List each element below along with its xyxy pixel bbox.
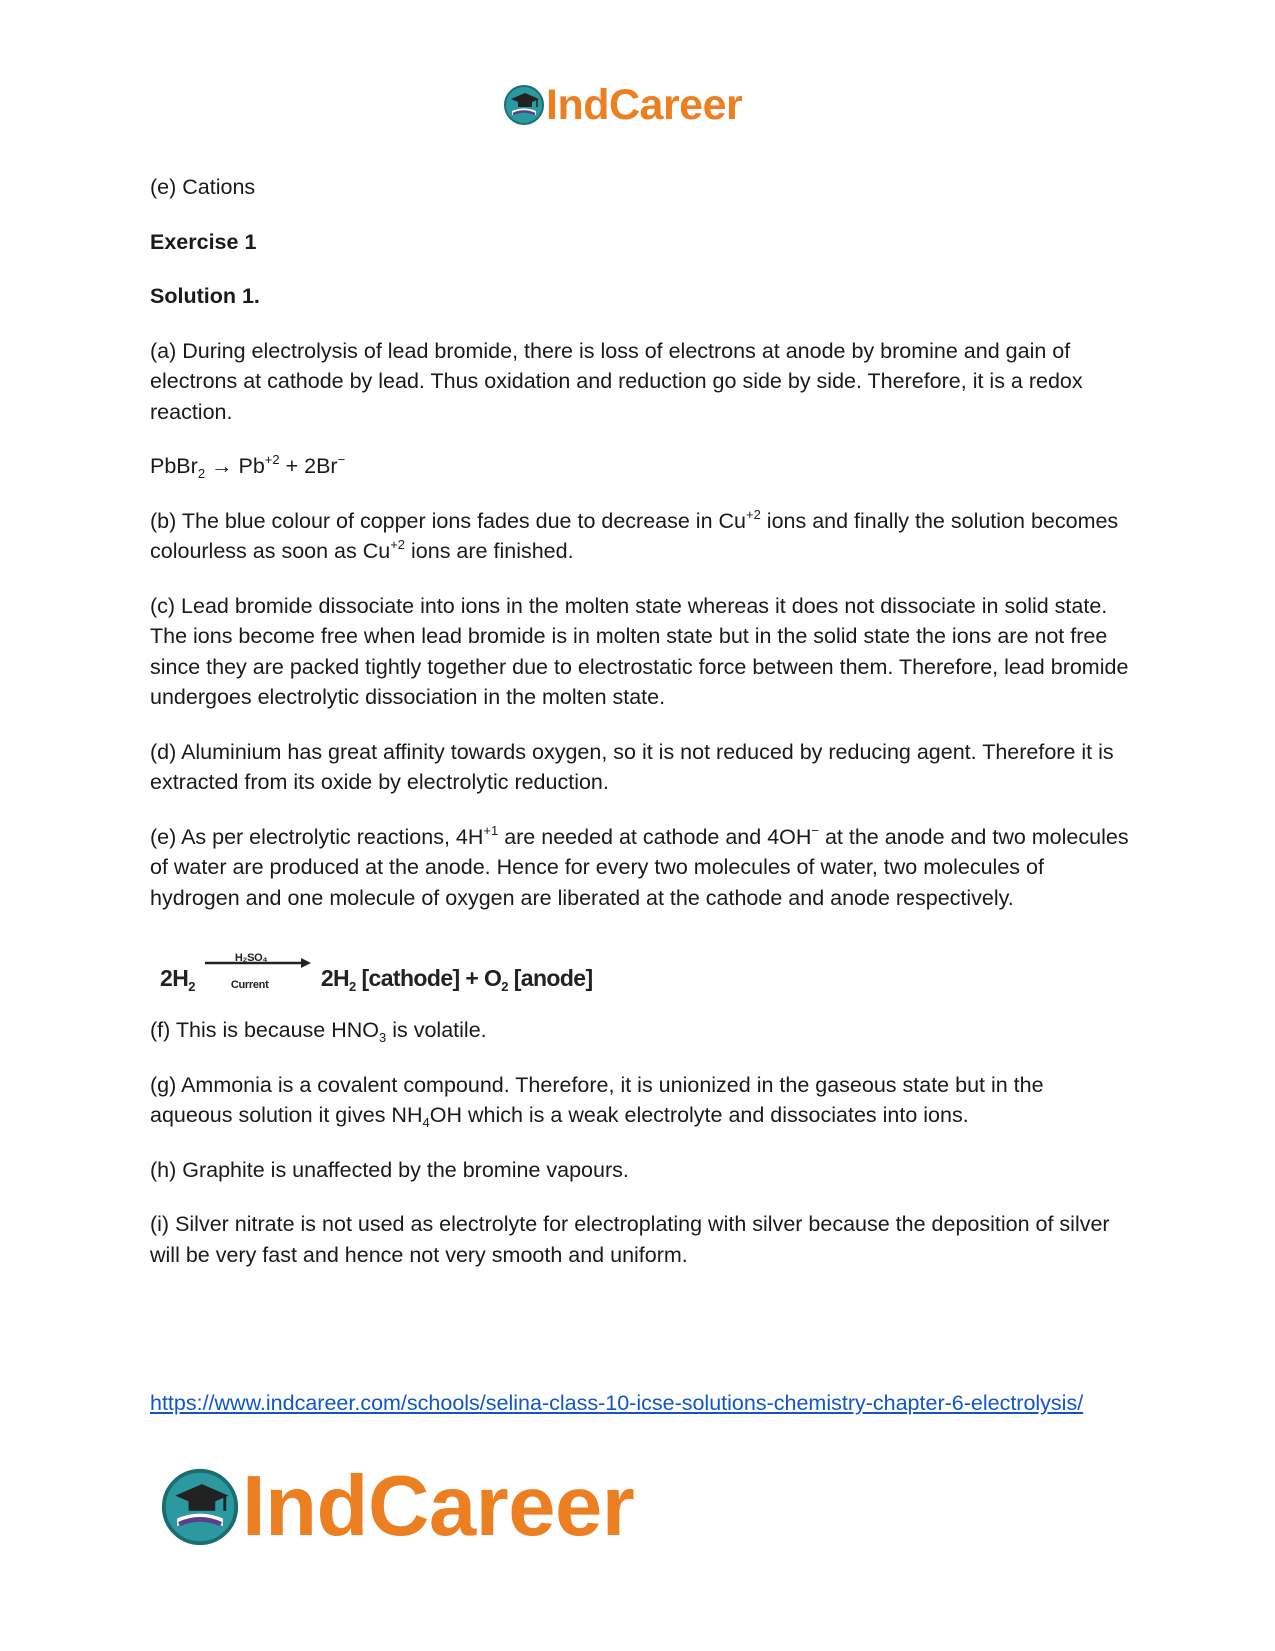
answer-c: (c) Lead bromide dissociate into ions in the molten state whereas it does not dissociate in solid state. The ions become free when lead bromide is in molten state but in the solid state the ions are not free since they are packed tightly together due to electrostatic force between them. Therefore, lead bromide undergoes electrolytic dissociation in the molten state. [150, 593, 1129, 709]
footer-logo [160, 1459, 635, 1554]
answer-b: (b) The blue colour of copper ions fades due to decrease in $Cu^{+2}$ ions and finally the solution becomes colourless as soon as $Cu^{+2}$ ions are finished. [150, 506, 1119, 563]
solution-heading: Solution 1. [150, 284, 260, 308]
exercise-heading: Exercise 1 [150, 229, 257, 254]
arrow-condition-above: H₂SO₄ [234, 952, 268, 964]
equation-products: $2H_2$ [cathode] + $O_2$ [anode] [320, 964, 593, 994]
equation-lead-bromide: PbBr$_2$ → $Pb^{+2} + 2Br^-$ [150, 452, 346, 481]
header-logo [503, 80, 742, 130]
logo-text: IndCareer [546, 80, 743, 129]
answer-h: (h) Graphite is unaffected by the bromine vapours. [150, 1157, 629, 1182]
cations-line: (e) Cations [150, 175, 256, 199]
source-link[interactable]: https://www.indcareer.com/schools/selina-class-10-icse-solutions-chemistry-chapter-6-electrolysis/ [150, 1391, 1084, 1415]
answer-d: (d) Aluminium has great affinity towards oxygen, so it is not reduced by reducing agent. Therefore it is extracted from its oxide by electrolytic reduction. [150, 739, 1114, 794]
answer-f: (f) This is because $HNO_3$ is volatile. [150, 1018, 487, 1045]
graduation-cap-icon [160, 1467, 240, 1547]
reaction-arrow [203, 943, 313, 993]
equation-reactant: $2H_2$ [160, 964, 195, 994]
document-body [150, 172, 1130, 1294]
answer-i: (i) Silver nitrate is not used as electrolyte for electroplating with silver because the deposition of silver will be very fast and hence not very smooth and uniform. [150, 1212, 1110, 1267]
electrolysis-equation [160, 937, 1130, 993]
answer-a: (a) During electrolysis of lead bromide, there is loss of electrons at anode by bromine and gain of electrons at cathode by lead. Thus oxidation and reduction go side by side. Therefore, it is a redox reaction. [150, 338, 1083, 424]
graduation-cap-icon [503, 84, 545, 126]
arrow-right-icon [203, 957, 313, 969]
answer-g: (g) Ammonia is a covalent compound. Therefore, it is unionized in the gaseous state but in the aqueous solution it gives $NH_4OH$ which is a weak electrolyte and dissociates into ions. [150, 1072, 1044, 1130]
arrow-condition-below: Current [230, 979, 269, 991]
answer-e: (e) As per electrolytic reactions, $4H^{+1}$ are needed at cathode and 4OH− at the anode and two molecules of water are produced at the anode. Hence for every two molecules of water, two molecules of hydrogen and one molecule of oxygen are liberated at the cathode and anode respectively. [150, 822, 1129, 910]
logo-text: IndCareer [242, 1459, 635, 1554]
